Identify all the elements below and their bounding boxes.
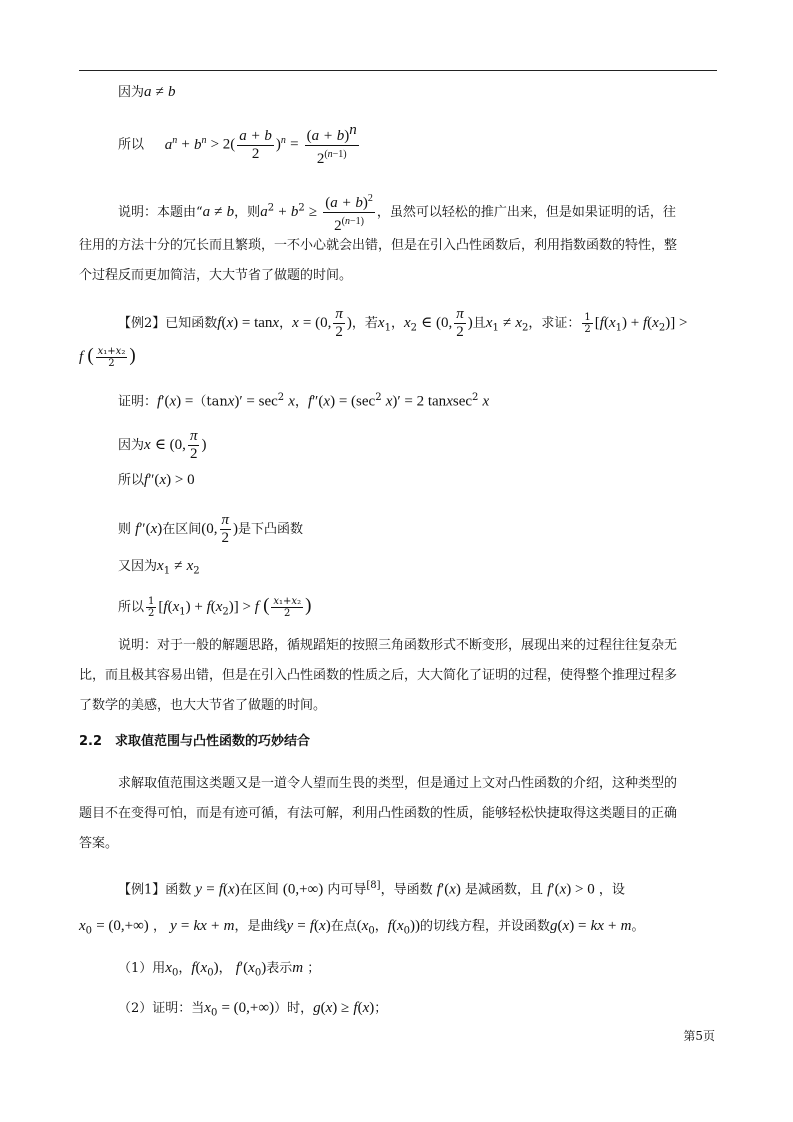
header-rule xyxy=(79,70,717,71)
example-1-line: 【例1】函数 y = f(x)在区间 (0,+∞) 内可导[8]，导函数 f′(x) 是减函数，且 f′(x) > 0 ，设 xyxy=(118,880,625,898)
proof-line: 证明：$f'(x) =(\tan x)' = \sec^2 x$，$f''(x) = (\sec^2$ x)′ = 2 tanxsec$^2$ x xyxy=(118,392,490,410)
proof-line: 则 f″(x)在区间(0, $\frac{\pi}{2}$ )是下凸函数 xyxy=(118,512,304,546)
page-number: 第5页 xyxy=(683,1029,715,1043)
proof-line: 所以f″(x) > 0 xyxy=(118,472,195,488)
text-line: 了数学的美感，也大大节省了做题的时间。 xyxy=(79,698,327,713)
text-line: 比，而且极其容易出错，但是在引入凸性函数的性质之后，大大简化了证明的过程，使得整个推理过程多 xyxy=(79,668,678,683)
text-line: 个过程反而更加简洁，大大节省了做题的时间。 xyxy=(79,268,353,283)
section-heading: 2.2 求取值范围与凸性函数的巧妙结合 xyxy=(79,734,311,749)
formula-line: 所以 $a^n + b^n > 2$( $\frac{a + b}{2}$ )$^n$ = $\frac{(a + b)^n}{2^{(n-1)}}$ xyxy=(118,122,357,167)
proof-line: 因为x ∈ (0, $\frac{\pi}{2}$ ) xyxy=(118,428,207,462)
text-line: 题目不在变得可怕，而是有迹可循，有法可解，利用凸性函数的性质，能够轻松快捷取得这类题目的正确 xyxy=(79,806,678,821)
question-item-2: （2）证明：当$x_0 = (0,+\infty)$）时，g(x) ≥ f(x)； xyxy=(118,1000,388,1019)
text-line: 答案。 xyxy=(79,836,119,851)
text-line: 说明：对于一般的解题思路，循规蹈矩的按照三角函数形式不断变形，展现出来的过程往往复杂无 xyxy=(118,638,678,653)
text-line: 往用的方法十分的冗长而且繁琐，一不小心就会出错，但是在引入凸性函数后，利用指数函数的特性，整 xyxy=(79,238,678,253)
text-line: 说明：本题由“a ≠ b，则$a^2 + b^2$ ≥ $\frac{(a + b)^2}{2^{(n-1)}}$ ，虽然可以轻松的推广出来，但是如果证明的话，往 xyxy=(118,190,758,235)
proof-line: 又因为$x_1 \ne x_2$ xyxy=(118,558,200,577)
example-2-line: 【例2】已知函数f(x) = tanx，x = (0, $\frac{\pi}{2}$ )，若$x_1$，$x_2$ ∈ (0, $\frac{\pi}{2}$ )且$x_1 \ne x_2$，求证： $\frac{1}{2}$ $[f(x_1) + f(x_2)]$ > xyxy=(118,306,688,340)
text-line: 求解取值范围这类题又是一道令人望而生畏的类型，但是通过上文对凸性函数的介绍，这种类型的 xyxy=(118,776,678,791)
example-1-line: $x_0 = (0,+\infty)$ ， y = kx + m，是曲线y = f(x)在点($x_0$，$f(x_0)$)的切线方程，并设函数g(x) = kx + m。 xyxy=(79,918,645,937)
question-item-1: （1）用$x_0$，$f(x_0)$， $f'(x_0)$表示m ； xyxy=(118,960,321,979)
text-line: f ( $\frac{\text{x₁+x₂}}{2}$ ) xyxy=(79,345,136,369)
proof-line: 所以 $\frac{1}{2}$ $[f(x_1) + f(x_2)] > f$ ( $\frac{\text{x₁+x₂}}{2}$ ) xyxy=(118,595,312,619)
text-line: 因为a ≠ b xyxy=(118,84,176,100)
